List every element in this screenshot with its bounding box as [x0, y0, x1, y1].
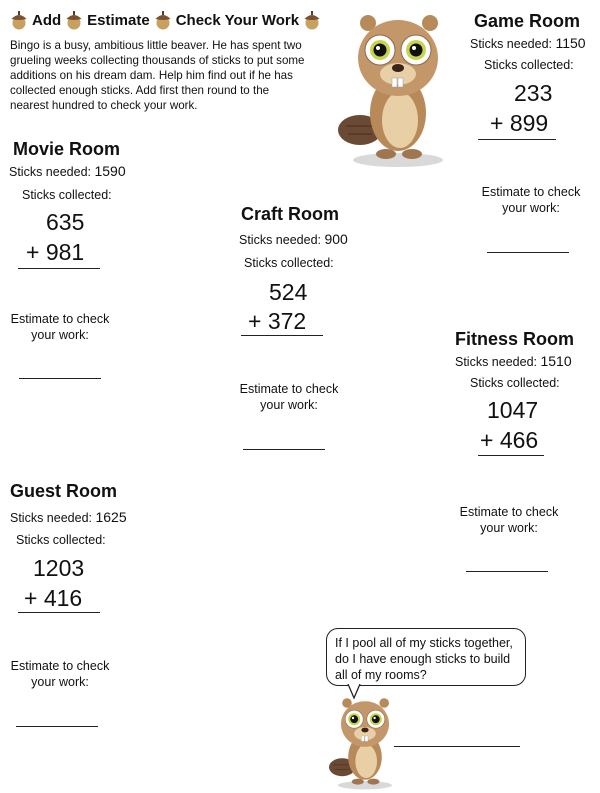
- acorn-icon: [153, 10, 173, 30]
- beaver-small-illustration: [320, 694, 410, 790]
- guest-room-answer-line[interactable]: [18, 612, 100, 613]
- movie-room-addend-top: 635: [46, 209, 85, 235]
- guest-room-estimate-line[interactable]: [16, 726, 98, 727]
- guest-room-addend-bottom: + 416: [24, 585, 83, 611]
- fitness-room-addend-top: 1047: [487, 397, 539, 423]
- game-room-collected-label: Sticks collected:: [484, 58, 574, 72]
- movie-room-title: Movie Room: [13, 139, 121, 159]
- guest-room-needed: Sticks needed: 1625: [10, 509, 127, 525]
- guest-room-estimate-label: Estimate to check your work:: [10, 659, 110, 689]
- guest-room-addend-top: 1203: [33, 555, 85, 581]
- speech-bubble-tail: [346, 684, 366, 700]
- acorn-icon: [302, 10, 322, 30]
- craft-room-needed: Sticks needed: 900: [239, 231, 348, 247]
- beaver-illustration: [338, 8, 458, 168]
- movie-room-collected-label: Sticks collected:: [22, 188, 112, 202]
- fitness-room-collected-label: Sticks collected:: [470, 376, 560, 390]
- game-room-addend-top: 233: [514, 80, 553, 106]
- header-check: Check Your Work: [175, 11, 300, 29]
- game-room-estimate-label: Estimate to check your work:: [481, 185, 581, 215]
- intro-paragraph: Bingo is a busy, ambitious little beaver. He has spent two grueling weeks collecting thousands of sticks to put some additions on his dream dam. Help him find out if he has collected enough sticks. Add first then round to the nearest hundred to check your work.: [10, 39, 305, 112]
- craft-room-addend-top: 524: [269, 279, 308, 305]
- game-room-needed: Sticks needed: 1150: [470, 35, 586, 51]
- game-room-addend-bottom: + 899: [490, 110, 549, 136]
- fitness-room-title: Fitness Room: [455, 329, 575, 349]
- craft-room-addend-bottom: + 372: [248, 308, 307, 334]
- craft-room-estimate-line[interactable]: [243, 449, 325, 450]
- fitness-room-answer-line[interactable]: [478, 455, 544, 456]
- game-room-title: Game Room: [474, 11, 581, 31]
- fitness-room-estimate-label: Estimate to check your work:: [459, 505, 559, 535]
- movie-room-estimate-label: Estimate to check your work:: [10, 312, 110, 342]
- final-answer-line[interactable]: [394, 746, 520, 747]
- worksheet-header: [6, 10, 325, 30]
- fitness-room-addend-bottom: + 466: [480, 427, 539, 453]
- movie-room-needed: Sticks needed: 1590: [9, 163, 126, 179]
- fitness-room-needed: Sticks needed: 1510: [455, 353, 572, 369]
- movie-room-estimate-line[interactable]: [19, 378, 101, 379]
- header-add: Add: [32, 11, 62, 29]
- game-room-estimate-line[interactable]: [487, 252, 569, 253]
- guest-room-title: Guest Room: [10, 481, 118, 501]
- craft-room-title: Craft Room: [241, 204, 339, 224]
- craft-room-estimate-label: Estimate to check your work:: [239, 382, 339, 412]
- craft-room-collected-label: Sticks collected:: [244, 256, 334, 270]
- guest-room-collected-label: Sticks collected:: [16, 533, 106, 547]
- movie-room-answer-line[interactable]: [18, 268, 100, 269]
- acorn-icon: [9, 10, 29, 30]
- craft-room-answer-line[interactable]: [241, 335, 323, 336]
- header-estimate: Estimate: [87, 11, 150, 29]
- movie-room-addend-bottom: + 981: [26, 239, 85, 265]
- acorn-icon: [64, 10, 84, 30]
- fitness-room-estimate-line[interactable]: [466, 571, 548, 572]
- speech-bubble: If I pool all of my sticks together, do I have enough sticks to build all of my rooms?: [326, 628, 526, 686]
- game-room-answer-line[interactable]: [478, 139, 556, 140]
